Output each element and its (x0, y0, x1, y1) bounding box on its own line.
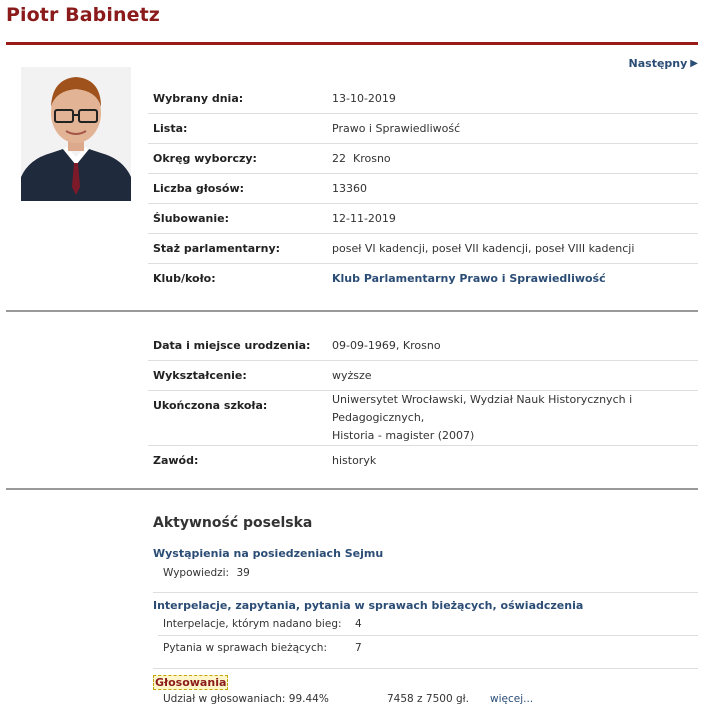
question-row (163, 642, 362, 654)
speeches-label: Wypowiedzi: (163, 567, 230, 579)
detail-row (148, 391, 698, 446)
detail-row (148, 204, 698, 234)
detail-row (148, 234, 698, 264)
mandate-details (148, 84, 698, 293)
detail-value: wyższe (327, 361, 698, 391)
voting-heading: Głosowania (155, 676, 227, 689)
speeches-count: 39 (236, 567, 250, 579)
detail-row (148, 446, 698, 476)
detail-label: Liczba głosów: (148, 174, 327, 204)
detail-value (327, 391, 698, 446)
detail-label: Staż parlamentarny: (148, 234, 327, 264)
detail-row (148, 84, 698, 114)
triangle-right-icon: ▶ (690, 58, 698, 69)
voting-participation: Udział w głosowaniach: 99.44% (163, 693, 329, 705)
voting-row (163, 693, 534, 705)
speeches-row (163, 567, 250, 579)
header-divider (6, 42, 698, 45)
detail-value: 13-10-2019 (327, 84, 698, 114)
detail-label: Ślubowanie: (148, 204, 327, 234)
question-label: Pytania w sprawach bieżących: (163, 642, 327, 654)
mp-photo (21, 67, 131, 201)
detail-row (148, 264, 698, 294)
detail-value: 12-11-2019 (327, 204, 698, 234)
interpellations-link[interactable]: Interpelacje, zapytania, pytania w sprawach bieżących, oświadczenia (153, 599, 584, 612)
detail-value: 09-09-1969, Krosno (327, 331, 698, 361)
detail-row (148, 361, 698, 391)
detail-row (148, 144, 698, 174)
next-label: Następny (628, 57, 688, 70)
detail-value: Prawo i Sprawiedliwość (327, 114, 698, 144)
mp-name: Piotr Babinetz (6, 4, 160, 26)
detail-value: historyk (332, 454, 377, 467)
detail-row (148, 114, 698, 144)
detail-label: Wykształcenie: (148, 361, 327, 391)
detail-value (327, 264, 698, 294)
detail-label: Lista: (148, 114, 327, 144)
question-count: 7 (355, 642, 362, 654)
voting-more-link[interactable]: więcej... (490, 693, 534, 705)
school-line-2: Historia - magister (2007) (332, 429, 475, 442)
detail-row (148, 174, 698, 204)
interpellation-count: 4 (355, 618, 362, 630)
detail-label: Data i miejsce urodzenia: (148, 331, 327, 361)
section-divider (6, 488, 698, 490)
detail-row (148, 331, 698, 361)
detail-label: Okręg wyborczy: (148, 144, 327, 174)
interpellation-label: Interpelacje, którym nadano bieg: (163, 618, 342, 630)
activity-title: Aktywność poselska (153, 515, 313, 531)
detail-label: Zawód: (153, 454, 199, 467)
detail-value: 22 Krosno (327, 144, 698, 174)
detail-value: 13360 (327, 174, 698, 204)
detail-label: Klub/koło: (153, 272, 216, 285)
detail-label: Wybrany dnia: (148, 84, 327, 114)
row-divider (153, 668, 698, 669)
school-line-1: Uniwersytet Wrocławski, Wydział Nauk Historycznych i Pedagogicznych, (332, 393, 633, 424)
voting-count: 7458 z 7500 gł. (387, 693, 469, 705)
interpellation-row (163, 618, 362, 630)
row-divider (158, 635, 698, 636)
personal-details (148, 331, 698, 475)
row-divider (153, 592, 698, 593)
detail-label: Ukończona szkoła: (148, 391, 327, 446)
next-link[interactable] (629, 57, 698, 70)
section-divider (6, 310, 698, 312)
club-link[interactable]: Klub Parlamentarny Prawo i Sprawiedliwość (332, 272, 606, 285)
detail-value: poseł VI kadencji, poseł VII kadencji, poseł VIII kadencji (327, 234, 698, 264)
speeches-link[interactable]: Wystąpienia na posiedzeniach Sejmu (153, 547, 384, 560)
